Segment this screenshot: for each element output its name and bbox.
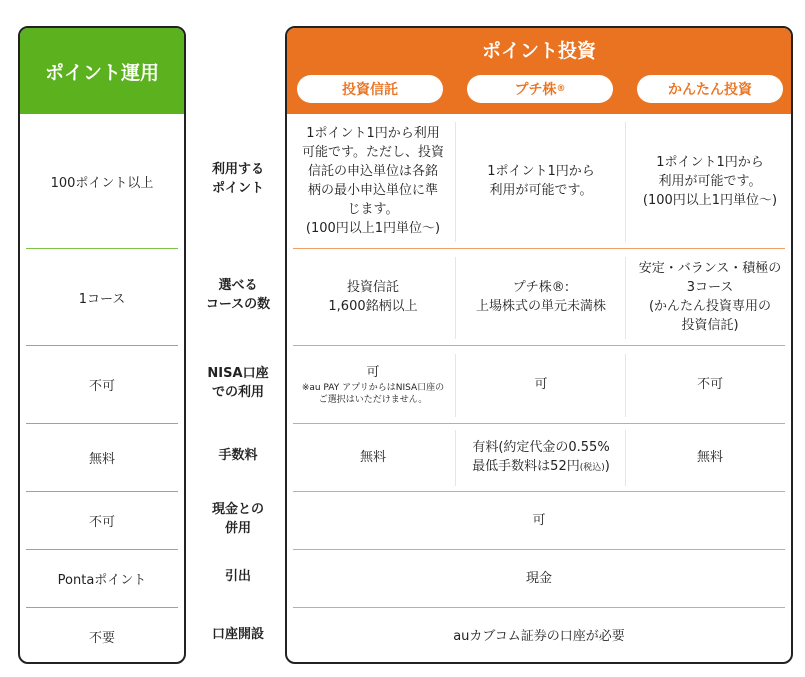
fee-line-1: 有料(約定代金の0.55%	[472, 439, 610, 455]
column-label: 投資信託	[342, 82, 398, 98]
left-row-course-count: 1コース	[78, 291, 126, 307]
registered-mark: ®	[556, 84, 566, 94]
cell-petit-usable-points: 1ポイント1円から 利用が可能です。	[487, 164, 595, 198]
column-divider	[625, 354, 626, 417]
left-row-account: 不要	[88, 630, 115, 646]
column-label: かんたん投資	[668, 82, 752, 98]
left-row-usable-points: 100ポイント以上	[50, 175, 154, 191]
column-divider	[455, 122, 456, 242]
left-row-cash-combo: 不可	[88, 515, 115, 530]
point-investment-title: ポイント投資	[481, 40, 596, 62]
left-row-nisa: 不可	[88, 379, 115, 394]
point-management-title: ポイント運用	[20, 28, 184, 114]
cell-trust-courses: 投資信託 1,600銘柄以上	[328, 280, 418, 314]
left-row-fee: 無料	[88, 452, 115, 467]
label-account: 口座開設	[211, 626, 264, 642]
cell-trust-fee: 無料	[359, 450, 386, 465]
point-investment-panel	[285, 26, 793, 664]
cell-trust-nisa	[291, 346, 455, 423]
point-management-panel	[18, 26, 186, 664]
label-course-count: 選べる コースの数	[205, 278, 271, 312]
label-cash-combo: 現金との 併用	[211, 501, 264, 536]
fee-minimum: 最低手数料は52円	[472, 458, 580, 474]
tax-included: (税込)	[579, 462, 605, 473]
cell-withdrawal: 現金	[525, 571, 552, 586]
column-divider	[625, 122, 626, 242]
fee-line-2	[472, 457, 610, 478]
label-nisa: NISA口座 での利用	[207, 365, 269, 400]
column-divider	[455, 430, 456, 486]
label-usable-points: 利用する ポイント	[211, 162, 264, 196]
cell-easy-usable-points: 1ポイント1円から 利用が可能です。 (100円以上1円単位〜)	[642, 154, 778, 208]
column-divider	[625, 257, 626, 339]
left-row-withdrawal: Pontaポイント	[57, 573, 147, 588]
cell-petit-fee	[457, 424, 625, 491]
cell-easy-nisa: 不可	[696, 377, 723, 392]
cell-trust-usable-points: 1ポイント1円から利用 可能です。ただし、投資 信託の申込単位は各銘 柄の最小申込単位に準 じます。 (100円以上1円単位〜)	[302, 126, 444, 236]
fee-close-paren: )	[604, 458, 610, 474]
cell-petit-nisa: 可	[534, 377, 548, 392]
cell-cash-combo: 可	[532, 513, 546, 528]
column-divider	[455, 257, 456, 339]
cell-petit-courses: プチ株®: 上場株式の単元未満株	[475, 280, 606, 314]
cell-easy-courses: 安定・バランス・積極の 3コース (かんたん投資専用の 投資信託)	[638, 261, 782, 333]
column-label: プチ株	[514, 82, 557, 98]
point-investment-header	[287, 28, 791, 114]
label-fee: 手数料	[218, 448, 258, 463]
column-investment-trust	[297, 75, 443, 103]
label-withdrawal: 引出	[224, 569, 251, 584]
column-petit-kabu	[467, 75, 613, 103]
nisa-note: ※au PAY アプリからはNISA口座の ご選択はいただけません。	[301, 383, 445, 405]
column-divider	[625, 430, 626, 486]
nisa-availability: 可	[366, 365, 380, 380]
column-divider	[455, 354, 456, 417]
cell-account-required: auカブコム証券の口座が必要	[453, 628, 625, 644]
column-easy-invest	[637, 75, 783, 103]
cell-easy-fee: 無料	[696, 450, 723, 465]
